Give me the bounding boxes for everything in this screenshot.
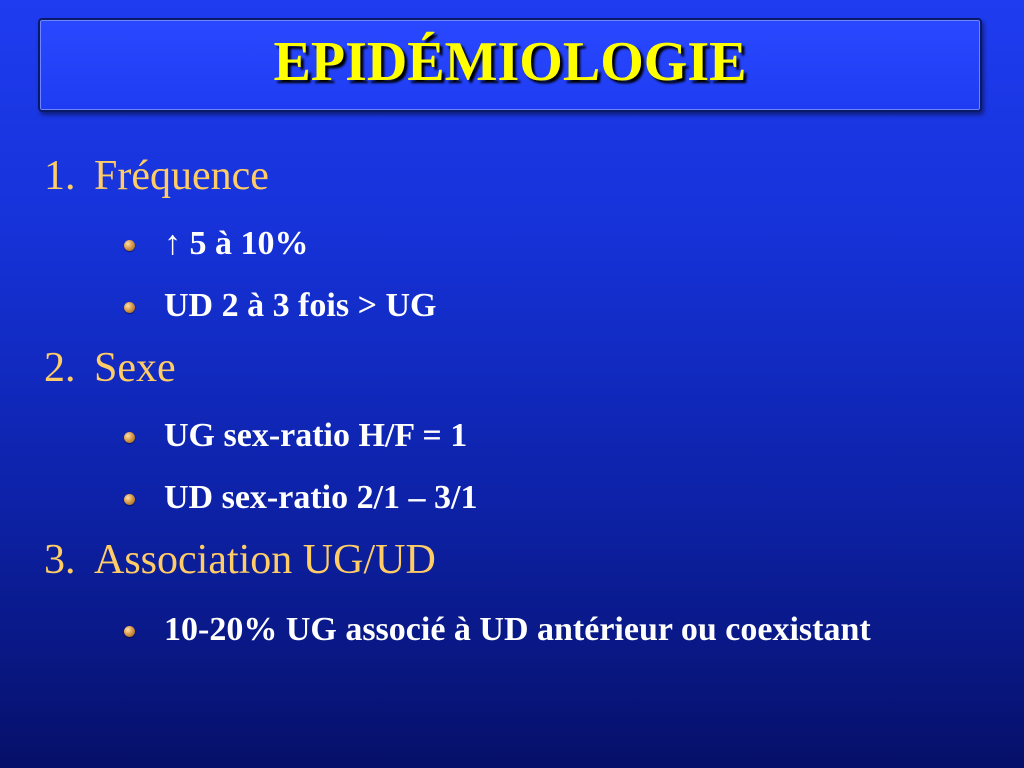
list-item (124, 414, 984, 458)
list-item (124, 608, 984, 652)
section-heading: Association UG/UD (94, 537, 436, 583)
orange-bullet-icon (124, 240, 135, 251)
section-sexe (44, 344, 176, 392)
orange-bullet-icon (124, 432, 135, 443)
list-item (124, 284, 984, 328)
section-number: 3. (44, 537, 76, 583)
list-item (124, 222, 984, 266)
section-heading: Fréquence (94, 153, 269, 199)
orange-bullet-icon (124, 302, 135, 313)
section-heading: Sexe (94, 345, 176, 391)
bullet-text: UD sex-ratio 2/1 – 3/1 (164, 479, 478, 516)
orange-bullet-icon (124, 494, 135, 505)
orange-bullet-icon (124, 626, 135, 637)
section-association (44, 536, 436, 584)
bullet-text: 10-20% UG associé à UD antérieur ou coexistant (164, 611, 871, 648)
section-number: 1. (44, 153, 76, 199)
bullet-text: UG sex-ratio H/F = 1 (164, 417, 468, 454)
list-item (124, 476, 984, 520)
bullet-text: ↑ 5 à 10% (164, 225, 309, 262)
section-number: 2. (44, 345, 76, 391)
slide-title: EPIDÉMIOLOGIE (273, 31, 747, 93)
bullet-text: UD 2 à 3 fois > UG (164, 287, 437, 324)
section-frequence (44, 152, 269, 200)
